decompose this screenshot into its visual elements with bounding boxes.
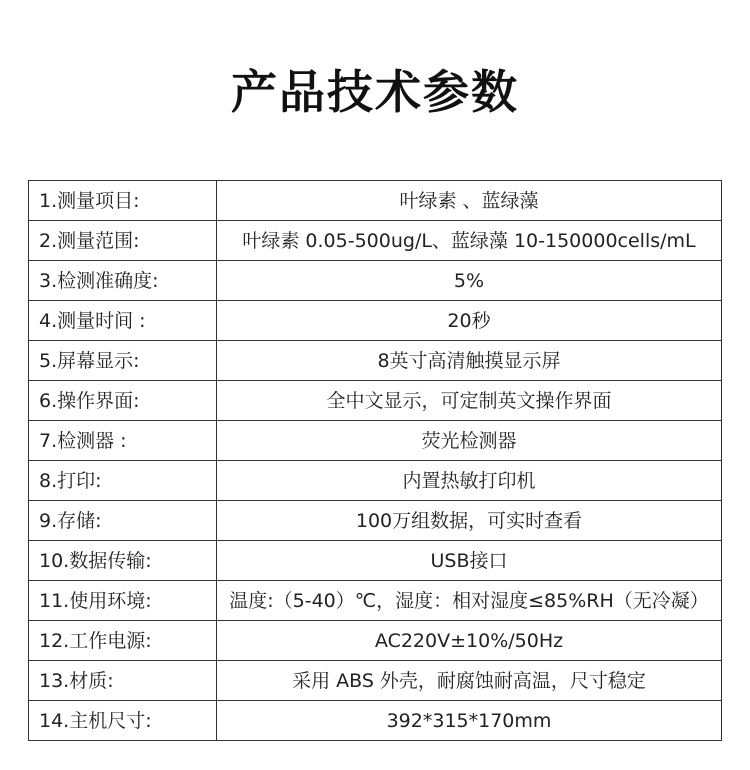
row-value: 温度:（5-40）℃，湿度：相对湿度≤85%RH（无冷凝） (217, 581, 722, 621)
row-value: USB接口 (217, 541, 722, 581)
row-label: 4.测量时间 : (29, 301, 217, 341)
row-value: 荧光检测器 (217, 421, 722, 461)
table-row (29, 301, 722, 341)
row-label: 6.操作界面: (29, 381, 217, 421)
row-label: 14.主机尺寸: (29, 701, 217, 741)
row-value: 全中文显示，可定制英文操作界面 (217, 381, 722, 421)
table-row (29, 381, 722, 421)
page-title: 产品技术参数 (231, 65, 519, 119)
table-row (29, 181, 722, 221)
spec-table (28, 180, 722, 741)
row-value: 392*315*170mm (217, 701, 722, 741)
table-row (29, 221, 722, 261)
table-row (29, 621, 722, 661)
row-label: 7.检测器 : (29, 421, 217, 461)
row-value: 8英寸高清触摸显示屏 (217, 341, 722, 381)
row-value: 叶绿素 、蓝绿藻 (217, 181, 722, 221)
table-row (29, 421, 722, 461)
row-label: 2.测量范围: (29, 221, 217, 261)
row-value: 采用 ABS 外壳，耐腐蚀耐高温，尺寸稳定 (217, 661, 722, 701)
row-value: 20秒 (217, 301, 722, 341)
row-label: 11.使用环境: (29, 581, 217, 621)
table-row (29, 541, 722, 581)
row-label: 3.检测准确度: (29, 261, 217, 301)
row-label: 8.打印: (29, 461, 217, 501)
table-row (29, 461, 722, 501)
table-row (29, 341, 722, 381)
row-label: 9.存储: (29, 501, 217, 541)
table-row (29, 261, 722, 301)
row-label: 1.测量项目: (29, 181, 217, 221)
table-row (29, 661, 722, 701)
row-label: 13.材质: (29, 661, 217, 701)
table-row (29, 701, 722, 741)
row-label: 12.工作电源: (29, 621, 217, 661)
table-row (29, 581, 722, 621)
table-row (29, 501, 722, 541)
row-value: 5% (217, 261, 722, 301)
row-label: 10.数据传输: (29, 541, 217, 581)
row-value: AC220V±10%/50Hz (217, 621, 722, 661)
row-value: 100万组数据，可实时查看 (217, 501, 722, 541)
row-value: 叶绿素 0.05-500ug/L、蓝绿藻 10-150000cells/mL (217, 221, 722, 261)
row-value: 内置热敏打印机 (217, 461, 722, 501)
row-label: 5.屏幕显示: (29, 341, 217, 381)
